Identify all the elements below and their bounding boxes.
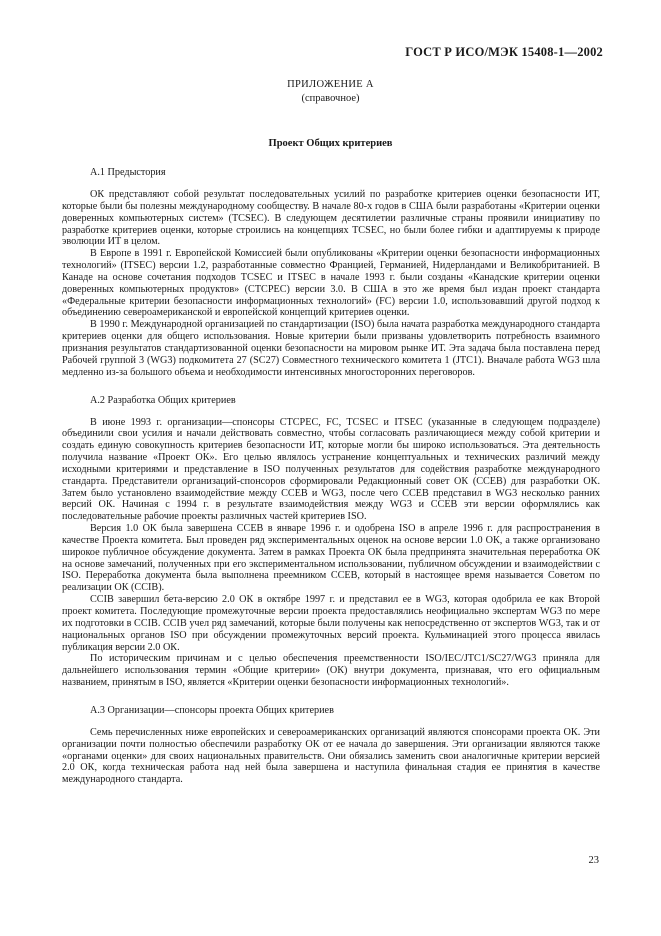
- body-text: [62, 166, 600, 786]
- paragraph: В Европе в 1991 г. Европейской Комиссией были опубликованы «Критерии оценки безопасности информационных технологий» (ITSEC) версии 1.2, разработанные совместно Францией, Германией, Нидерландами и Великобританией. В Канаде на основе сочетания подходов TCSEC и ITSEC в начале 1993 г. были созданы «Канадские критерии оценки доверенных компьютерных продуктов» (CTCPEC) версии 3.0. В США в это же время был издан проект стандарта «Федеральные критерии безопасности информационных технологий» (FC) версии 1.0, использовавший другой подход к объединению североамериканской и европейской концепций критериев оценки.: [62, 248, 600, 319]
- section-a1: [62, 166, 600, 379]
- section-heading: А.2 Разработка Общих критериев: [90, 394, 236, 406]
- section-a2: [62, 394, 600, 689]
- annex-title: ПРИЛОЖЕНИЕ А: [287, 79, 374, 90]
- paragraph: ОК представляют собой результат последовательных усилий по разработке критериев оценки безопасности ИТ, которые были бы полезны международному сообществу. В начале 80-х годов в США были разработаны «Критерии оценки доверенных компьютерных систем» (TCSEC). В следующем десятилетии различные страны проявили инициативу по разработке критериев оценки, которые строились на концепциях TCSEC, но были более гибки и адаптируемы к природе эволюции ИТ в целом.: [62, 189, 600, 248]
- section-heading: А.1 Предыстория: [90, 167, 166, 178]
- section-heading: А.3 Организации—спонсоры проекта Общих критериев: [90, 704, 334, 716]
- paragraph: В июне 1993 г. организации—спонсоры CTCPEC, FC, TCSEC и ITSEC (указанные в следующем подразделе) объединили свои усилия и начали действовать совместно, чтобы согласовать различающиеся между собой критерии и создать единую совокупность критериев безопасности ИТ, которые могли бы широко использоваться. Эта деятельность получила название «Проект ОК». Его целью являлось устранение концептуальных и технических различий между исходными критериями и представление в ISO полученных результатов для содействия разработке международного стандарта. Представители организаций-спонсоров сформировали Редакционный совет ОК (CCEB) для разработки ОК. Затем было установлено взаимодействие между CCEB и WG3, после чего CCEB представил в WG3 несколько ранних версий ОК. Начиная с 1994 г. в результате взаимодействия между WG3 и CCEB эти версии оформлялись как последовательные рабочие проекты различных частей критериев ISO.: [62, 416, 600, 523]
- document-header: ГОСТ Р ИСО/МЭК 15408-1—2002: [405, 45, 603, 59]
- paragraph: Семь перечисленных ниже европейских и североамериканских организаций являются спонсорами проекта ОК. Эти организации почти полностью обеспечили разработку ОК от ее начала до завершения. Эти организации являются также «органами оценки» для своих национальных правительств. Они обязались заменить свои аналогичные критерии версией 2.0 ОК, когда техническая работа над ней была завершена и наступила финальная стадия ее принятия в качестве международного стандарта.: [62, 726, 600, 786]
- paragraph: В 1990 г. Международной организацией по стандартизации (ISO) была начата разработка международного стандарта критериев оценки для общего использования. Новые критерии были призваны удовлетворить потребность взаимного признания результатов стандартизованной оценки безопасности на мировом рынке ИТ. Эта задача была поставлена перед Рабочей группой 3 (WG3) подкомитета 27 (SC27) Совместного технического комитета 1 (JTC1). Вначале работа WG3 шла медленно из-за большого объема и необходимости интенсивных многосторонних переговоров.: [62, 319, 600, 378]
- section-a3: [62, 704, 600, 786]
- annex-note: (справочное): [301, 93, 360, 104]
- page-number: 23: [588, 855, 599, 866]
- paragraph: По историческим причинам и с целью обеспечения преемственности ISO/IEC/JTC1/SC27/WG3 приняла для дальнейшего использования термин «Общие критерии» (ОК) внутри документа, признавая, что его официальным названием, принятым в ISO, является «Критерии оценки безопасности информационных технологий».: [62, 653, 600, 689]
- paragraph: CCIB завершил бета-версию 2.0 ОК в октябре 1997 г. и представил ее в WG3, которая одобрила ее как Второй проект комитета. Последующие промежуточные версии проекта предоставлялись неофициально экспертам WG3 по мере их подготовки в CCIB. CCIB учел ряд замечаний, которые были получены как непосредственно от экспертов WG3, так и от национальных органов ISO при обсуждении промежуточных версий проекта. Кульминацией этого процесса явилась публикация версии 2.0 ОК.: [62, 594, 600, 653]
- annex-heading: [0, 78, 661, 106]
- document-title: Проект Общих критериев: [268, 138, 393, 149]
- paragraph: Версия 1.0 ОК была завершена CCEB в январе 1996 г. и одобрена ISO в апреле 1996 г. для распространения в качестве Проекта комитета. Был проведен ряд экспериментальных оценок на основе версии 1.0 ОК, а также организовано широкое публичное обсуждение документа. Затем в рамках Проекта ОК была предпринята значительная переработка ОК на основе замечаний, полученных при его экспериментальном использовании, публичном обсуждении и взаимодействии с ISO. Переработка документа была выполнена преемником CCEB, который в настоящее время называется Советом по реализации ОК (CCIB).: [62, 523, 600, 594]
